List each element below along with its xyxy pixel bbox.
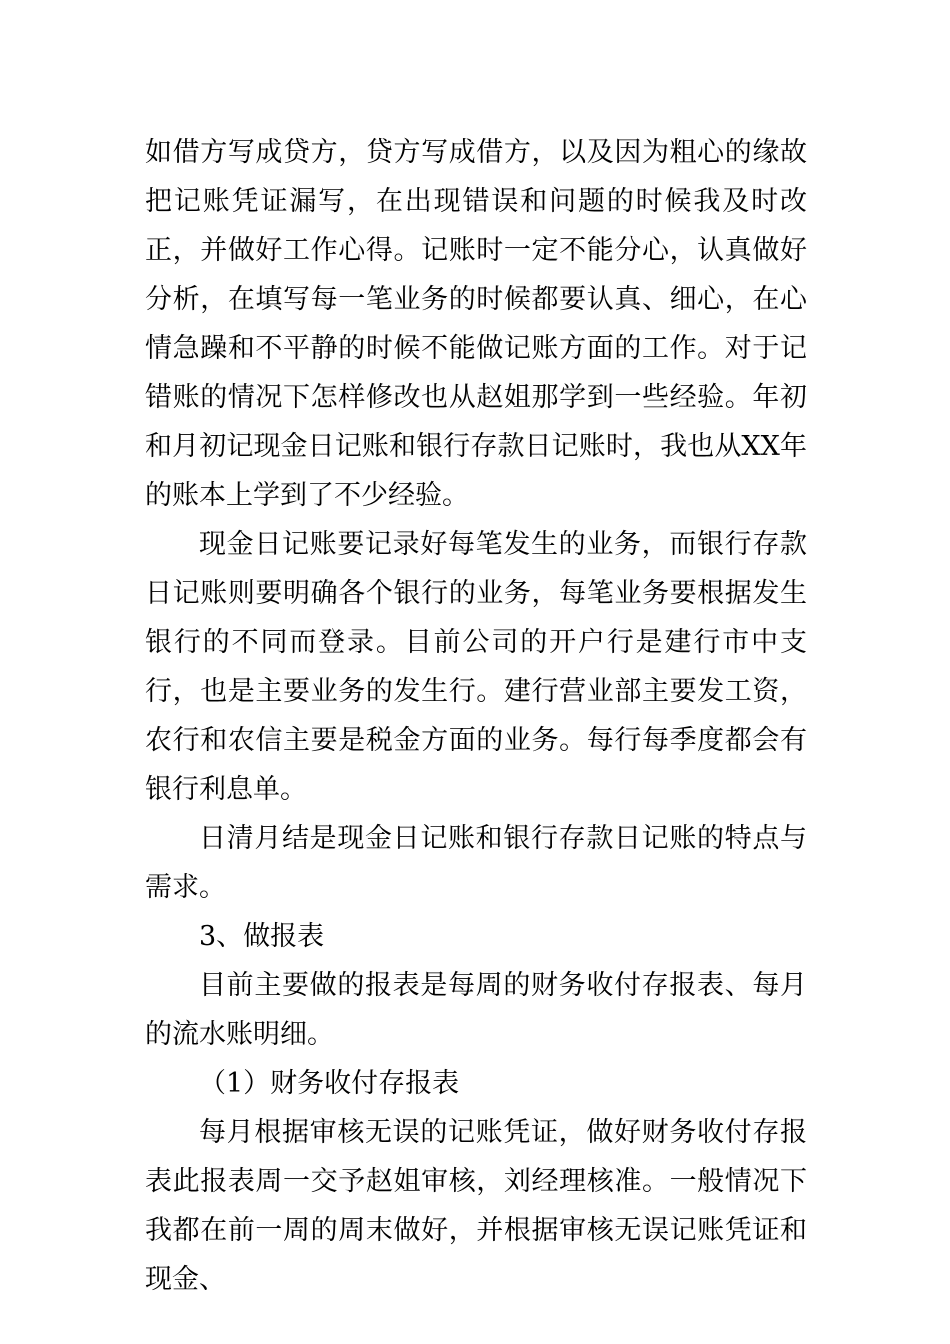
subsection-heading-cash-report: （1）财务收付存报表 — [199, 1068, 460, 1099]
document-body — [145, 128, 807, 1304]
paragraph-cash-report: 每月根据审核无误的记账凭证，做好财务收付存报表此报表周一交予赵姐审核，刘经理核准。一般情况下我都在前一周的周末做好，并根据审核无误记账凭证和现金、 — [145, 1117, 807, 1295]
paragraph-journal-bank: 现金日记账要记录好每笔发生的业务，而银行存款日记账则要明确各个银行的业务，每笔业务要根据发生银行的不同而登录。目前公司的开户行是建行市中支行，也是主要业务的发生行。建行营业部主要发工资，农行和农信主要是税金方面的业务。每行每季度都会有银行利息单。 — [145, 529, 807, 805]
section-heading-reports: 3、做报表 — [199, 921, 325, 952]
paragraph-reports-overview: 目前主要做的报表是每周的财务收付存报表、每月的流水账明细。 — [145, 970, 807, 1050]
paragraph-continuation: 如借方写成贷方，贷方写成借方，以及因为粗心的缘故把记账凭证漏写，在出现错误和问题的时候我及时改正，并做好工作心得。记账时一定不能分心，认真做好分析，在填写每一笔业务的时候都要认真、细心，在心情急躁和不平静的时候不能做记账方面的工作。对于记错账的情况下怎样修改也从赵姐那学到一些经验。年初和月初记现金日记账和银行存款日记账时，我也从XX年的账本上学到了不少经验。 — [145, 137, 807, 511]
paragraph-daily-settlement: 日清月结是现金日记账和银行存款日记账的特点与需求。 — [145, 823, 807, 903]
